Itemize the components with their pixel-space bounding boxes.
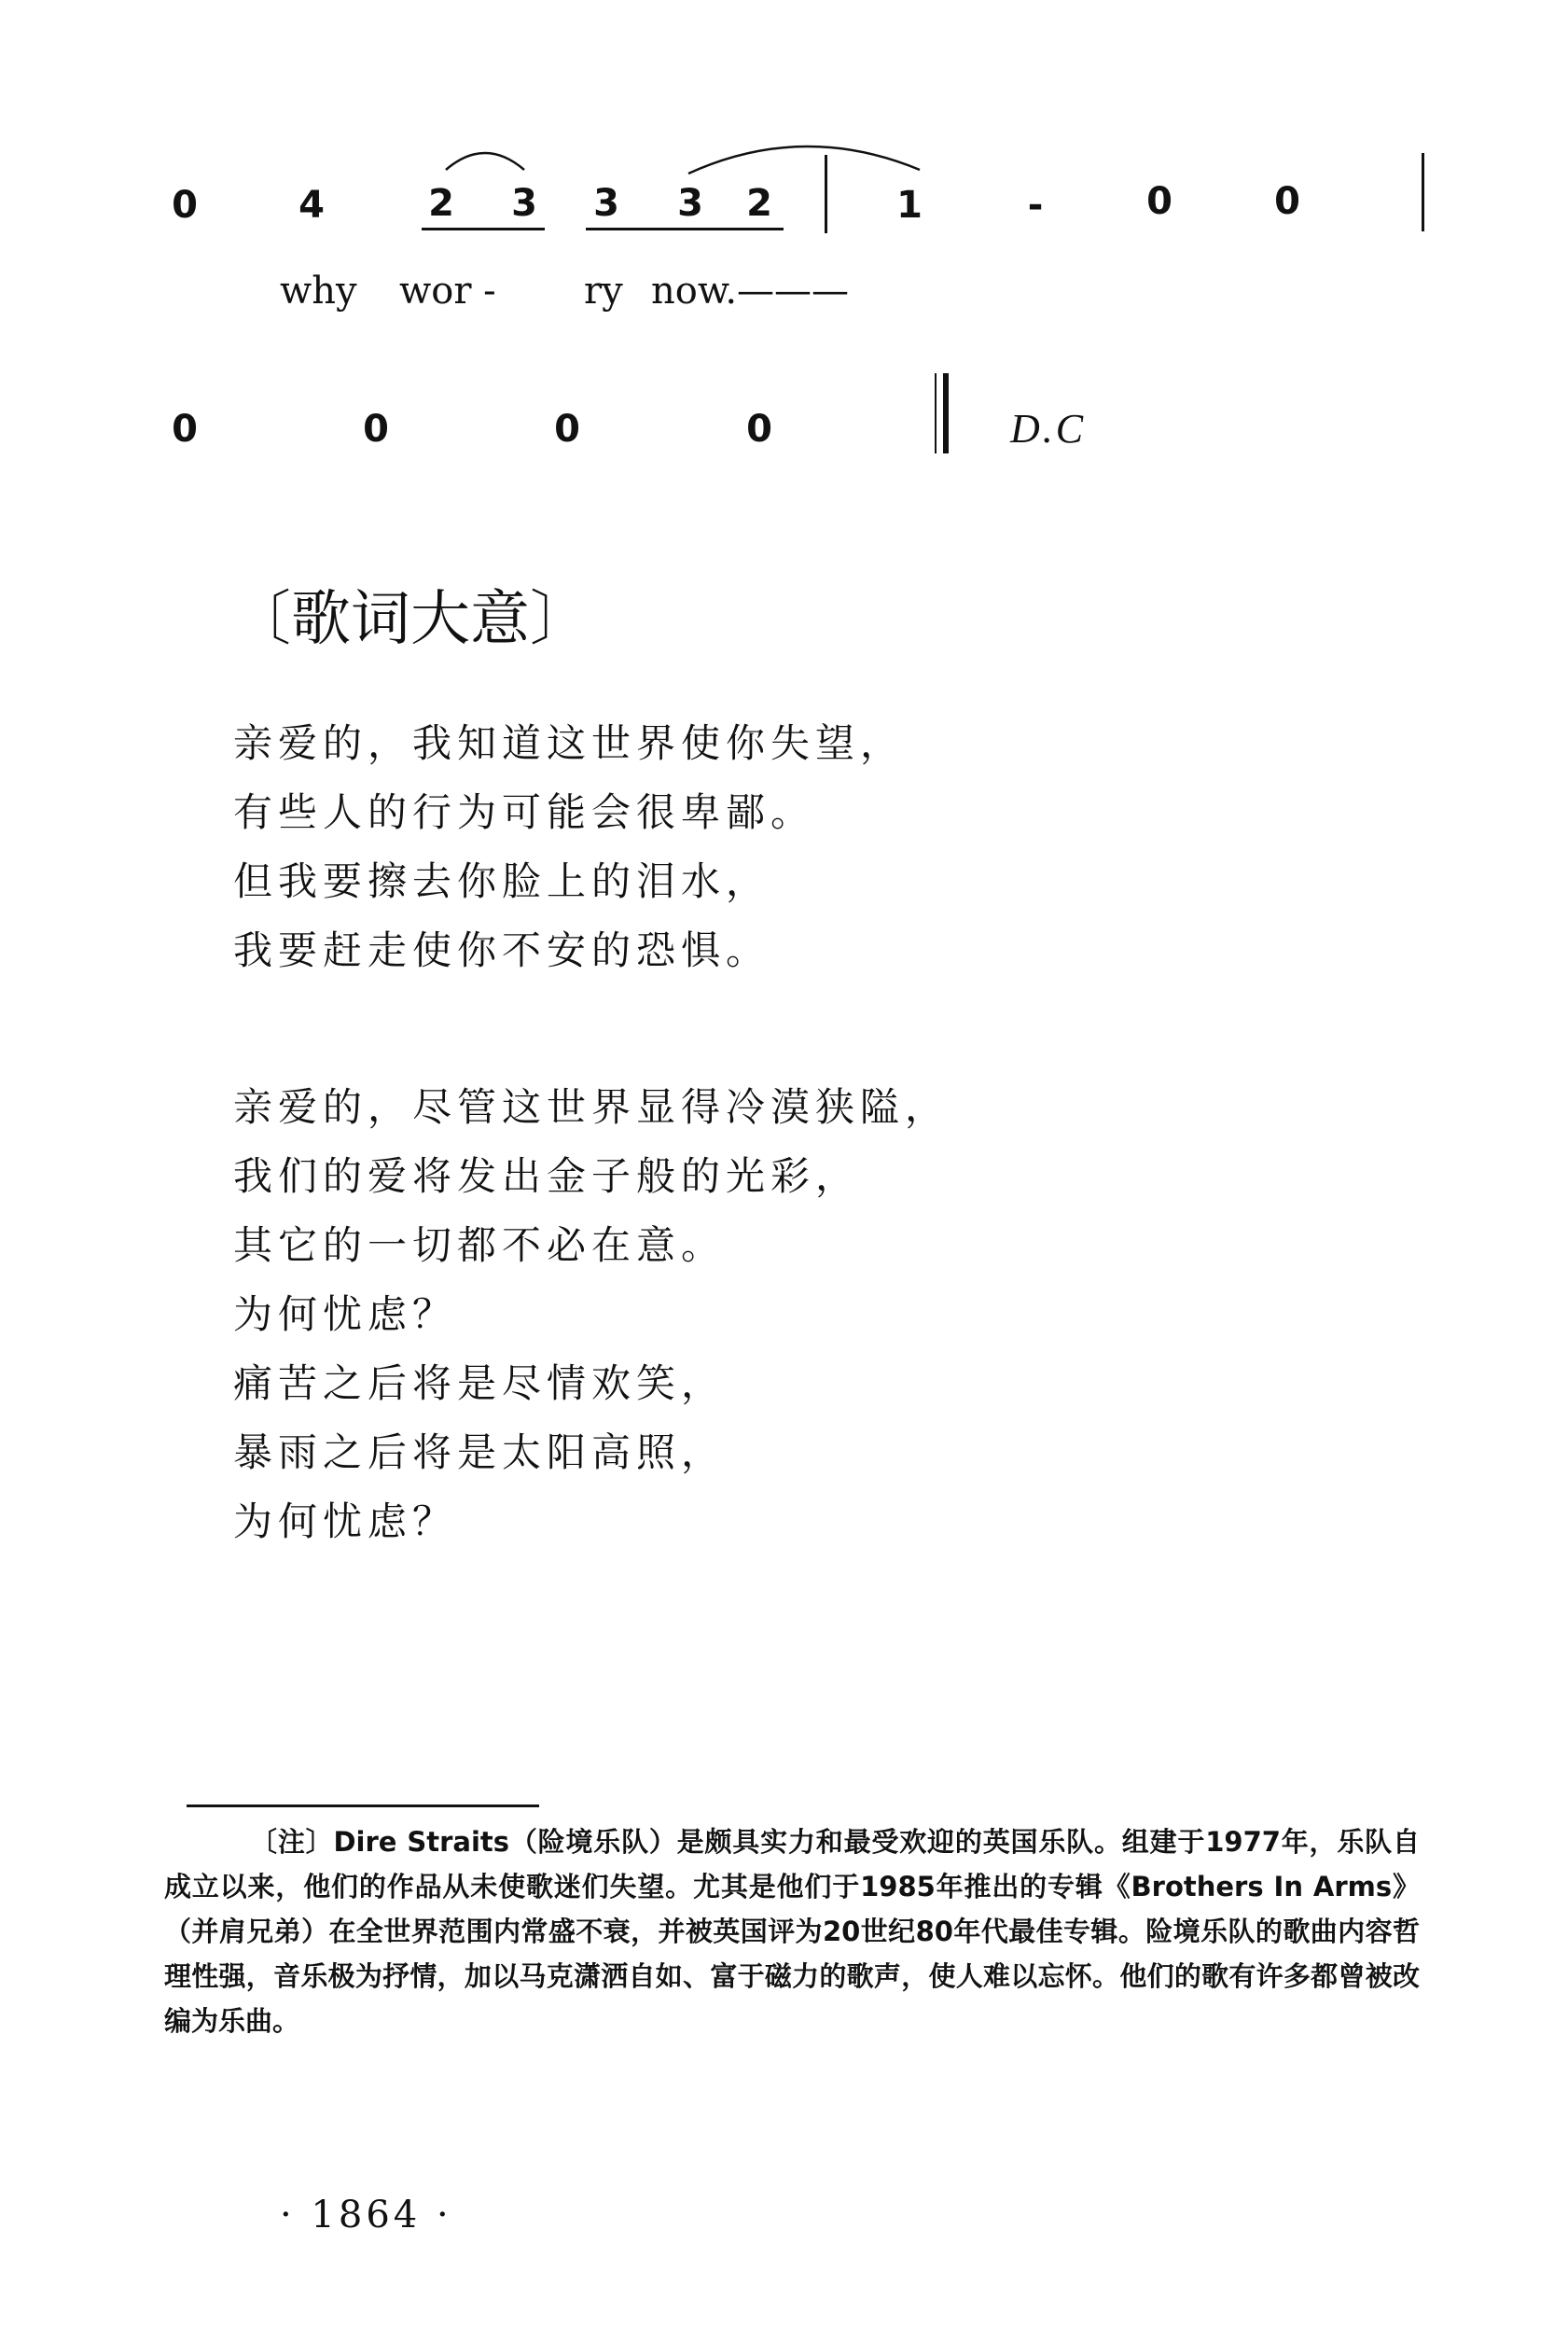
score-note: 0: [172, 184, 198, 227]
stanza-line: 我要赶走使你不安的恐惧。: [233, 927, 771, 973]
slur-marks: [0, 0, 1568, 243]
score-note: 0: [1146, 180, 1173, 223]
section-title: 〔歌词大意〕: [231, 585, 590, 654]
lyric-word: now.———: [651, 270, 850, 313]
dc-mark: D.C: [1010, 406, 1087, 452]
stanza-line: 但我要擦去你脸上的泪水，: [233, 858, 771, 904]
score-note: 0: [554, 408, 580, 451]
score-note: 3: [677, 182, 703, 225]
score-note: 4: [298, 184, 325, 227]
stanza-line: 亲爱的，尽管这世界显得冷漠狭隘，: [233, 1084, 951, 1130]
footnote-text: 〔注〕Dire Straits（险境乐队）是颇具实力和最受欢迎的英国乐队。组建于1977年，乐队自成立以来，他们的作品从未使歌迷们失望。尤其是他们于1985年推出的专辑《Brothers In Arms》（并肩兄弟）在全世界范围内常盛不衰，并被英国评为20世纪80年代最佳专辑。险境乐队的歌曲内容哲理性强，音乐极为抒情，加以马克潇洒自如、富于磁力的歌声，使人难以忘怀。他们的歌有许多都曾被改编为乐曲。: [164, 1826, 1420, 2037]
stanza-line: 亲爱的，我知道这世界使你失望，: [233, 720, 906, 766]
footnote-divider: [187, 1805, 539, 1807]
score-note: -: [1027, 184, 1044, 227]
score-note: 0: [746, 408, 772, 451]
final-barline-thin: [935, 373, 937, 453]
beam-underline: [422, 228, 545, 230]
lyric-word: wor -: [399, 270, 496, 313]
stanza-line: 其它的一切都不必在意。: [233, 1222, 727, 1268]
score-note: 0: [363, 408, 389, 451]
final-barline-thick: [943, 373, 949, 453]
stanza-line: 为何忧虑？: [233, 1498, 458, 1544]
lyric-word: why: [280, 270, 357, 313]
slur-2-3: [446, 153, 524, 170]
score-note: 0: [172, 408, 198, 451]
stanza-line: 暴雨之后将是太阳高照，: [233, 1429, 727, 1475]
lyric-word: ry: [584, 270, 623, 313]
score-note: 3: [593, 182, 619, 225]
beam-underline: [586, 228, 784, 230]
stanza-line: 为何忧虑？: [233, 1291, 458, 1337]
stanza-1: [233, 709, 905, 985]
score-note: 1: [896, 184, 923, 227]
slur-3-2-to-1: [688, 146, 920, 174]
stanza-line: 我们的爱将发出金子般的光彩，: [233, 1153, 861, 1199]
score-note: 0: [1274, 180, 1300, 223]
page-number: · 1864 ·: [280, 2194, 452, 2236]
score-note: 2: [746, 182, 772, 225]
stanza-line: 痛苦之后将是尽情欢笑，: [233, 1360, 727, 1406]
score-note: 2: [428, 182, 454, 225]
score-note: 3: [511, 182, 537, 225]
music-score: [0, 0, 1568, 485]
barline: [1422, 153, 1424, 231]
stanza-line: 有些人的行为可能会很卑鄙。: [233, 789, 816, 835]
barline: [825, 155, 827, 233]
stanza-2: [233, 1073, 950, 1556]
